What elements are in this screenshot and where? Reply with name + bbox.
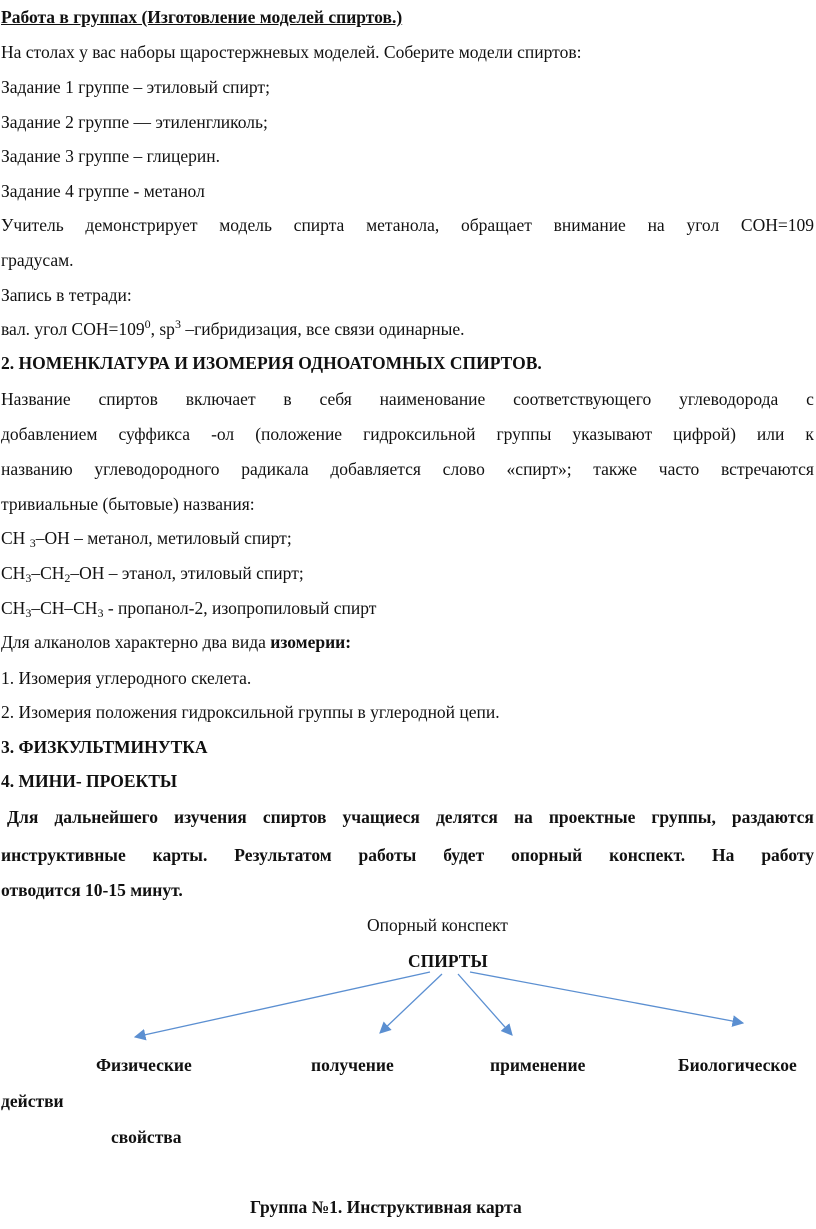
arrow-application bbox=[458, 974, 512, 1035]
teacher-paragraph-end: градусам. bbox=[1, 250, 74, 270]
isomerism-intro: Для алканолов характерно два вида изомерии: bbox=[1, 632, 352, 652]
formula-propanol: $CH_3-CH-CH_3$ - пропанол-2, изопропиловый спирт bbox=[1, 598, 377, 620]
task-item: Задание 3 группе – глицерин. bbox=[1, 146, 221, 166]
task-item: Задание 1 группе – этиловый спирт; bbox=[1, 77, 270, 97]
task-item: Задание 4 группе - метанол bbox=[1, 181, 205, 201]
projects-paragraph-end: отводится 10-15 минут. bbox=[1, 880, 183, 900]
diagram-caption: Опорный конспект bbox=[367, 915, 508, 935]
notebook-label: Запись в тетради: bbox=[1, 285, 132, 305]
formula-methanol: CH $_3$–OH – метанол, метиловый спирт; bbox=[1, 528, 292, 550]
branch-biological: Биологическое bbox=[678, 1055, 797, 1075]
formula-ethanol: $CH_3-CH_2-OH$ – этанол, этиловый спирт; bbox=[1, 563, 304, 585]
arrow-obtaining bbox=[380, 974, 442, 1033]
isomer-item: 1. Изомерия углеродного скелета. bbox=[1, 668, 252, 688]
intro-text: На столах у вас наборы щаростержневых моделей. Соберите модели спиртов: bbox=[1, 42, 582, 62]
bond-angle-note: вал. угол $СОН=109^0$, $sp^3$ –гибридизация, все связи одинарные. bbox=[1, 317, 465, 339]
branch-physical-wrap: свойства bbox=[111, 1127, 182, 1147]
branch-obtaining: получение bbox=[311, 1055, 394, 1075]
footer-heading: Группа №1. Инструктивная карта bbox=[250, 1197, 522, 1217]
section-heading: 3. ФИЗКУЛЬТМИНУТКА bbox=[1, 737, 208, 757]
task-item: Задание 2 группе –– этиленгликоль; bbox=[1, 112, 268, 132]
section-heading: 2. НОМЕНКЛАТУРА И ИЗОМЕРИЯ ОДНОАТОМНЫХ СПИРТОВ. bbox=[1, 353, 542, 373]
projects-paragraph-line: инструктивные карты. Результатом работы будет опорный конспект. На работу bbox=[1, 845, 814, 865]
section-heading: 4. МИНИ- ПРОЕКТЫ bbox=[1, 771, 178, 791]
isomer-item: 2. Изомерия положения гидроксильной группы в углеродной цепи. bbox=[1, 702, 500, 722]
projects-paragraph-line: Для дальнейшего изучения спиртов учащиеся делятся на проектные группы, раздаются bbox=[7, 807, 814, 827]
document-title: Работа в группах (Изготовление моделей спиртов.) bbox=[1, 7, 403, 27]
naming-paragraph-line: добавлением суффикса -ол (положение гидроксильной группы указывают цифрой) или к bbox=[1, 424, 814, 444]
naming-paragraph-line: названию углеводородного радикала добавляется слово «спирт»; также часто встречаются bbox=[1, 459, 814, 479]
teacher-paragraph-line: Учитель демонстрирует модель спирта метанола, обращает внимание на угол СОН=109 bbox=[1, 215, 814, 235]
arrow-biological bbox=[470, 972, 743, 1023]
diagram-root: СПИРТЫ bbox=[408, 951, 488, 971]
branch-biological-wrap: действи bbox=[1, 1091, 64, 1111]
naming-paragraph-end: тривиальные (бытовые) названия: bbox=[1, 494, 255, 514]
branch-application: применение bbox=[490, 1055, 586, 1075]
naming-paragraph-line: Название спиртов включает в себя наименование соответствующего углеводорода с bbox=[1, 389, 814, 409]
branch-physical: Физические bbox=[96, 1055, 192, 1075]
